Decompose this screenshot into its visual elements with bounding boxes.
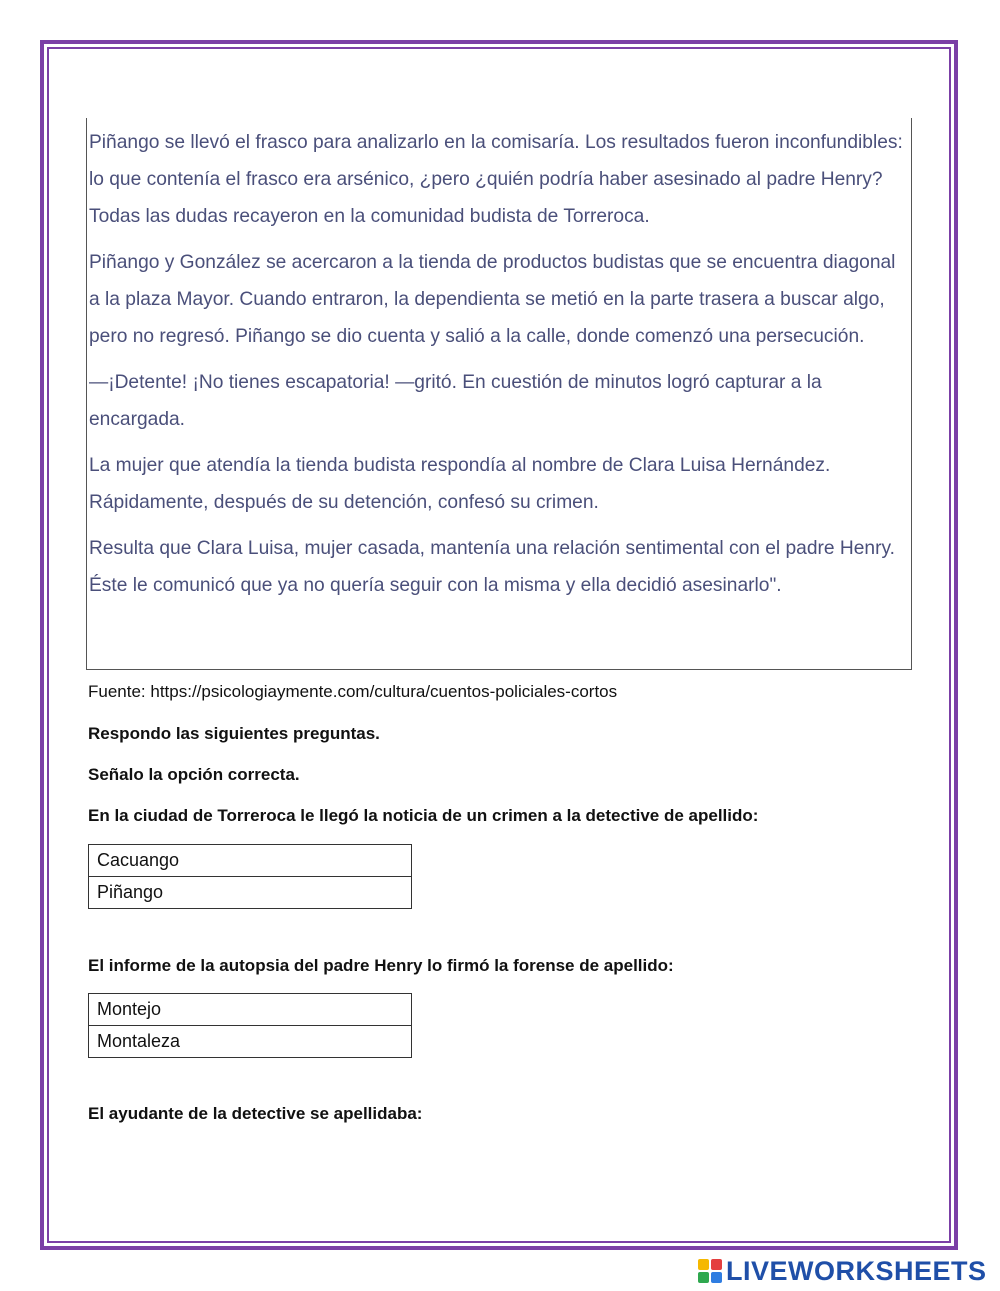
option-montejo[interactable]: Montejo bbox=[89, 994, 412, 1026]
logo-block bbox=[698, 1272, 709, 1283]
question-2-options bbox=[88, 993, 412, 1058]
logo-block bbox=[711, 1272, 722, 1283]
logo-block bbox=[711, 1259, 722, 1270]
option-pinango[interactable]: Piñango bbox=[89, 877, 412, 909]
story-paragraph: Piñango y González se acercaron a la tienda de productos budistas que se encuentra diagonal a la plaza Mayor. Cuando entraron, la dependienta se metió en la parte trasera a buscar algo, pero no regresó. Piñango se dio cuenta y salió a la calle, donde comenzó una persecución. bbox=[89, 252, 896, 347]
option-cacuango[interactable]: Cacuango bbox=[89, 845, 412, 877]
logo-text: LIVEWORKSHEETS bbox=[726, 1255, 987, 1286]
instruction-select: Señalo la opción correcta. bbox=[88, 765, 300, 784]
story-text-box bbox=[86, 118, 912, 670]
source-citation: Fuente: https://psicologiaymente.com/cultura/cuentos-policiales-cortos bbox=[88, 682, 618, 701]
story-paragraph: Resulta que Clara Luisa, mujer casada, mantenía una relación sentimental con el padre Henry. Éste le comunicó que ya no quería seguir con la misma y ella decidió asesinarlo". bbox=[89, 538, 895, 596]
story-paragraph: —¡Detente! ¡No tienes escapatoria! —gritó. En cuestión de minutos logró capturar a la encargada. bbox=[89, 372, 822, 430]
story-paragraph: Piñango se llevó el frasco para analizarlo en la comisaría. Los resultados fueron inconfundibles: lo que contenía el frasco era arsénico, ¿pero ¿quién podría haber asesinado al padre Henry? Todas las dudas recayeron en la comunidad budista de Torreroca. bbox=[89, 132, 903, 227]
question-1-options bbox=[88, 844, 412, 909]
story-paragraph: La mujer que atendía la tienda budista respondía al nombre de Clara Luisa Hernández. Rápidamente, después de su detención, confesó su crimen. bbox=[89, 455, 831, 513]
question-2: El informe de la autopsia del padre Henry lo firmó la forense de apellido: bbox=[88, 956, 674, 975]
instruction-respond: Respondo las siguientes preguntas. bbox=[88, 724, 380, 743]
liveworksheets-logo bbox=[698, 1256, 987, 1286]
logo-blocks-icon bbox=[698, 1259, 722, 1283]
logo-block bbox=[698, 1259, 709, 1270]
question-1: En la ciudad de Torreroca le llegó la noticia de un crimen a la detective de apellido: bbox=[88, 806, 759, 825]
option-montaleza[interactable]: Montaleza bbox=[89, 1026, 412, 1058]
question-3: El ayudante de la detective se apellidaba: bbox=[88, 1104, 423, 1123]
